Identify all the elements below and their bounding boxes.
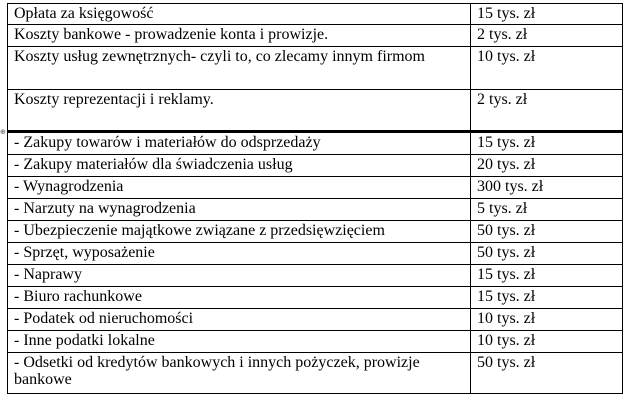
table-row [7, 133, 623, 155]
cost-label: - Narzuty na wynagrodzenia [8, 199, 471, 220]
cost-value: 2 tys. zł [477, 26, 528, 43]
move-table-icon[interactable]: ⊕ [0, 128, 6, 136]
cost-label: - Podatek od nieruchomości [8, 309, 471, 330]
table-row [7, 199, 623, 221]
table-row [7, 353, 623, 394]
table-row [7, 90, 623, 133]
table-row [7, 331, 623, 353]
cost-value: 10 tys. zł [477, 332, 536, 349]
cost-label: Koszty usług zewnętrznych- czyli to, co zlecamy innym firmom [8, 47, 471, 89]
table-row [7, 221, 623, 243]
cost-value: 20 tys. zł [477, 156, 536, 173]
cost-value: 50 tys. zł [477, 354, 536, 371]
table-row [7, 25, 623, 47]
table-row [7, 309, 623, 331]
cost-value: 2 tys. zł [477, 91, 528, 108]
cost-value: 50 tys. zł [477, 244, 536, 261]
cost-label: - Odsetki od kredytów bankowych i innych pożyczek, prowizje bankowe [8, 353, 471, 393]
cost-label: - Inne podatki lokalne [8, 331, 471, 352]
cost-value: 50 tys. zł [477, 222, 536, 239]
cost-label: - Wynagrodzenia [8, 177, 471, 198]
cost-table [7, 3, 623, 394]
cost-label: - Ubezpieczenie majątkowe związane z przedsięwzięciem [8, 221, 471, 242]
cost-value: 10 tys. zł [477, 48, 536, 65]
cost-value: 15 tys. zł [477, 288, 536, 305]
table-row [7, 177, 623, 199]
table-row [7, 3, 623, 25]
cost-value: 15 tys. zł [477, 266, 536, 283]
cost-label: Opłata za księgowość [8, 4, 471, 24]
cost-label: - Zakupy towarów i materiałów do odsprzedaży [8, 133, 471, 154]
cost-value: 15 tys. zł [477, 5, 536, 22]
cost-value: 10 tys. zł [477, 310, 536, 327]
cost-label: - Naprawy [8, 265, 471, 286]
cost-label: Koszty reprezentacji i reklamy. [8, 90, 471, 130]
cost-value: 5 tys. zł [477, 200, 528, 217]
table-row [7, 47, 623, 90]
table-row [7, 155, 623, 177]
table-row [7, 265, 623, 287]
cost-label: Koszty bankowe - prowadzenie konta i prowizje. [8, 25, 471, 46]
cost-label: - Zakupy materiałów dla świadczenia usług [8, 155, 471, 176]
cost-value: 15 tys. zł [477, 134, 536, 151]
table-row [7, 243, 623, 265]
cost-label: - Biuro rachunkowe [8, 287, 471, 308]
table-row [7, 287, 623, 309]
cost-label: - Sprzęt, wyposażenie [8, 243, 471, 264]
cost-value: 300 tys. zł [477, 178, 544, 195]
